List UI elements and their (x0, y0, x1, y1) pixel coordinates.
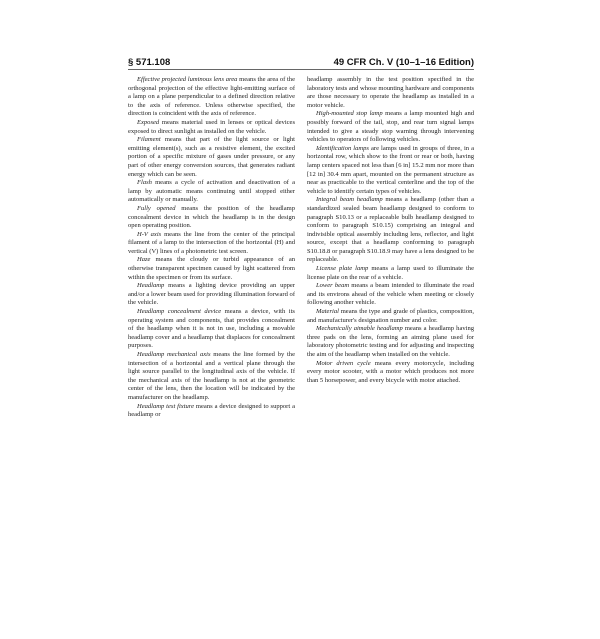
definition-paragraph (128, 403, 295, 420)
definition-text: means that part of the light source or light emitting element(s), such as a resistive element, the excited portion of a specific mixture of gases under pressure, or any part of other energy conversion sources, that generates radiant energy which can be seen. (128, 136, 295, 178)
defined-term: License plate lamp (316, 265, 369, 273)
definition-paragraph (128, 76, 295, 119)
definition-text: means a beam intended to illuminate the road and its environs ahead of the vehicle when meeting or closely following another vehicle. (307, 282, 474, 307)
definition-text: means a lamp mounted high and possibly forward of the tail, stop, and rear turn signal lamps intended to give a steady stop warning through intervening vehicles to operators of following vehicles. (307, 110, 474, 144)
defined-term: Headlamp mechanical axis (137, 351, 211, 358)
defined-term: Integral beam headlamp (316, 196, 383, 204)
defined-term: Flash (137, 179, 152, 187)
definition-paragraph (307, 325, 474, 359)
defined-term: Headlamp concealment device (137, 308, 222, 316)
defined-term: Headlamp test fixture (137, 402, 195, 410)
definition-text: means a headlamp having three pads on the lens, forming an aiming plane used for laboratory photometric testing and for adjusting and inspecting the aim of the headlamp when installed on the vehicle. (307, 325, 474, 358)
defined-term: Exposed (137, 118, 160, 126)
definition-paragraph (128, 136, 295, 179)
definition-text: means every motorcycle, including every motor scooter, with a motor which produces not more than 5 horsepower, and every bicycle with motor attached. (307, 359, 474, 384)
defined-term: Headlamp (137, 282, 165, 290)
definition-text: means a lamp used to illuminate the license plate on the rear of a vehicle. (307, 265, 474, 281)
definition-text: means material used in lenses or optical devices exposed to direct sunlight as installed on the vehicle. (128, 118, 295, 135)
definition-paragraph (128, 351, 295, 403)
definition-paragraph (128, 282, 295, 308)
defined-term: High-mounted stop lamp (316, 110, 383, 118)
definition-paragraph (128, 205, 295, 231)
definition-text: means a device, with its operating system and components, that provides concealment of the headlamp when it is not in use, including a movable headlamp cover and a headlamp that displaces for concealment purposes. (128, 308, 295, 350)
definition-paragraph (307, 76, 474, 110)
definition-paragraph (128, 308, 295, 351)
definition-paragraph (128, 119, 295, 136)
left-column (128, 76, 295, 616)
defined-term: Identification lamps (316, 144, 369, 152)
definition-text: means a device designed to support a headlamp or (128, 402, 295, 419)
definition-text: means the area of the orthogonal projection of the effective light-emitting surface of a lamp on a plane perpendicular to a defined direction relative to the axis of reference. Unless otherwise specified, the direction is coincident with the axis of reference. (128, 76, 295, 118)
definition-text: means a cycle of activation and deactivation of a lamp by automatic means continuing until stopped either automatically or manually. (128, 179, 295, 204)
definition-text: means the position of the headlamp concealment device in which the headlamp is in the design open operating position. (128, 204, 295, 230)
defined-term: Fully opened (137, 204, 176, 212)
publication-title: 49 CFR Ch. V (10–1–16 Edition) (333, 57, 474, 68)
right-column (307, 76, 474, 616)
defined-term: Filament (137, 136, 161, 144)
definition-text: means a lighting device providing an upper and/or a lower beam used for providing illumination forward of the vehicle. (128, 282, 295, 307)
definition-paragraph (307, 360, 474, 386)
definition-paragraph (307, 110, 474, 144)
definition-text: means the type and grade of plastics, composition, and manufacturer's designation number and color. (307, 308, 474, 324)
definition-paragraph (307, 282, 474, 308)
definition-paragraph (128, 179, 295, 205)
definition-text: means the line formed by the intersection of a horizontal and a vertical plane through the light source parallel to the longitudinal axis of the vehicle. If the mechanical axis of the headlamp is not at the geometric center of the lens, then the location will be indicated by the manufacturer on the headlamp. (128, 351, 295, 401)
defined-term: Haze (137, 256, 151, 264)
header-rule (128, 69, 474, 70)
definition-paragraph (128, 231, 295, 257)
defined-term: Lower beam (316, 282, 350, 290)
definition-text: means the line from the center of the principal filament of a lamp to the intersection of the horizontal (H) and vertical (V) lines of a photometric test screen. (128, 230, 295, 255)
definition-paragraph (128, 256, 295, 282)
definition-paragraph (307, 308, 474, 325)
definition-paragraph (307, 145, 474, 197)
definition-text: headlamp assembly in the test position specified in the laboratory tests and whose mounting hardware and components are those necessary to operate the headlamp as installed in a motor vehicle. (307, 76, 474, 109)
definition-text: are lamps used in groups of three, in a horizontal row, which show to the front or rear or both, having lamp centers spaced not less than [6 in] 15.2 mm nor more than [12 in] 30.4 mm apart, mounted on the permanent structure as near as practicable to the vertical centerline and the top of the vehicle to identify certain types of vehicles. (307, 144, 474, 195)
section-number: § 571.108 (128, 57, 171, 68)
defined-term: H-V axis (137, 230, 162, 238)
definition-text: means a headlamp (other than a standardized sealed beam headlamp designed to conform to paragraph S10.13 or a replaceable bulb headlamp designed to conform to paragraph S10.15) comprising an integral and indivisible optical assembly including lens, reflector, and light source, except that a headlamp conforming to paragraph S10.18.8 or paragraph S10.18.9 may have a lens designed to be replaceable. (307, 196, 474, 264)
defined-term: Motor driven cycle (316, 359, 371, 367)
definition-paragraph (307, 265, 474, 282)
defined-term: Material (316, 308, 339, 316)
definition-paragraph (307, 196, 474, 265)
defined-term: Mechanically aimable headlamp (316, 325, 403, 333)
defined-term: Effective projected luminous lens area (137, 76, 238, 83)
definition-text: means the cloudy or turbid appearance of an otherwise transparent specimen caused by light scattered from within the specimen or from its surface. (128, 256, 295, 281)
